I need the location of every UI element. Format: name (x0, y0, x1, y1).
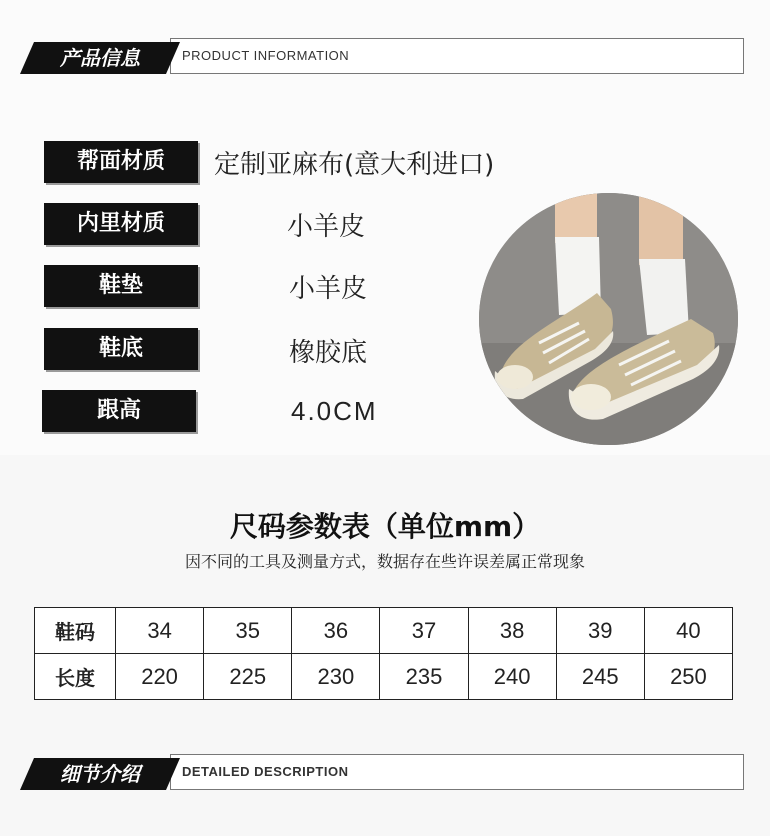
spec-value-lining: 小羊皮 (287, 212, 366, 242)
table-cell: 230 (292, 654, 380, 700)
table-cell: 245 (556, 654, 644, 700)
spec-label-outsole: 鞋底 (44, 328, 198, 370)
table-cell: 39 (556, 608, 644, 654)
table-cell: 40 (644, 608, 732, 654)
spec-label-lining: 内里材质 (44, 203, 198, 245)
table-cell: 34 (116, 608, 204, 654)
product-info-banner (20, 38, 744, 74)
detail-banner (20, 754, 744, 790)
spec-value-heel: 4.0CM (291, 396, 378, 426)
banner-title-en: PRODUCT INFORMATION (182, 48, 350, 63)
table-cell: 225 (204, 654, 292, 700)
shoe-illustration (479, 193, 738, 445)
banner-title-cn: 产品信息 (60, 46, 140, 70)
banner-title-cn: 细节介绍 (60, 762, 140, 786)
spec-label-heel: 跟高 (42, 390, 196, 432)
size-chart-note: 因不同的工具及测量方式，数据存在些许误差属正常现象 (184, 552, 585, 571)
table-row (35, 654, 733, 700)
table-row (35, 608, 733, 654)
spec-value-outsole: 橡胶底 (289, 338, 368, 368)
banner-title-en: DETAILED DESCRIPTION (182, 764, 349, 779)
table-cell: 38 (468, 608, 556, 654)
table-cell: 240 (468, 654, 556, 700)
spec-value-upper: 定制亚麻布(意大利进口) (214, 150, 495, 180)
spec-label-insole: 鞋垫 (44, 265, 198, 307)
table-cell: 36 (292, 608, 380, 654)
spec-value-insole: 小羊皮 (289, 274, 368, 304)
spec-label-upper: 帮面材质 (44, 141, 198, 183)
table-cell: 35 (204, 608, 292, 654)
size-chart-title: 尺码参数表（单位mm） (229, 510, 541, 543)
table-cell: 37 (380, 608, 468, 654)
table-cell: 220 (116, 654, 204, 700)
size-table (34, 607, 733, 700)
shoe-photo (479, 193, 738, 445)
row-header-length: 长度 (35, 654, 116, 700)
table-cell: 250 (644, 654, 732, 700)
table-cell: 235 (380, 654, 468, 700)
row-header-size: 鞋码 (35, 608, 116, 654)
